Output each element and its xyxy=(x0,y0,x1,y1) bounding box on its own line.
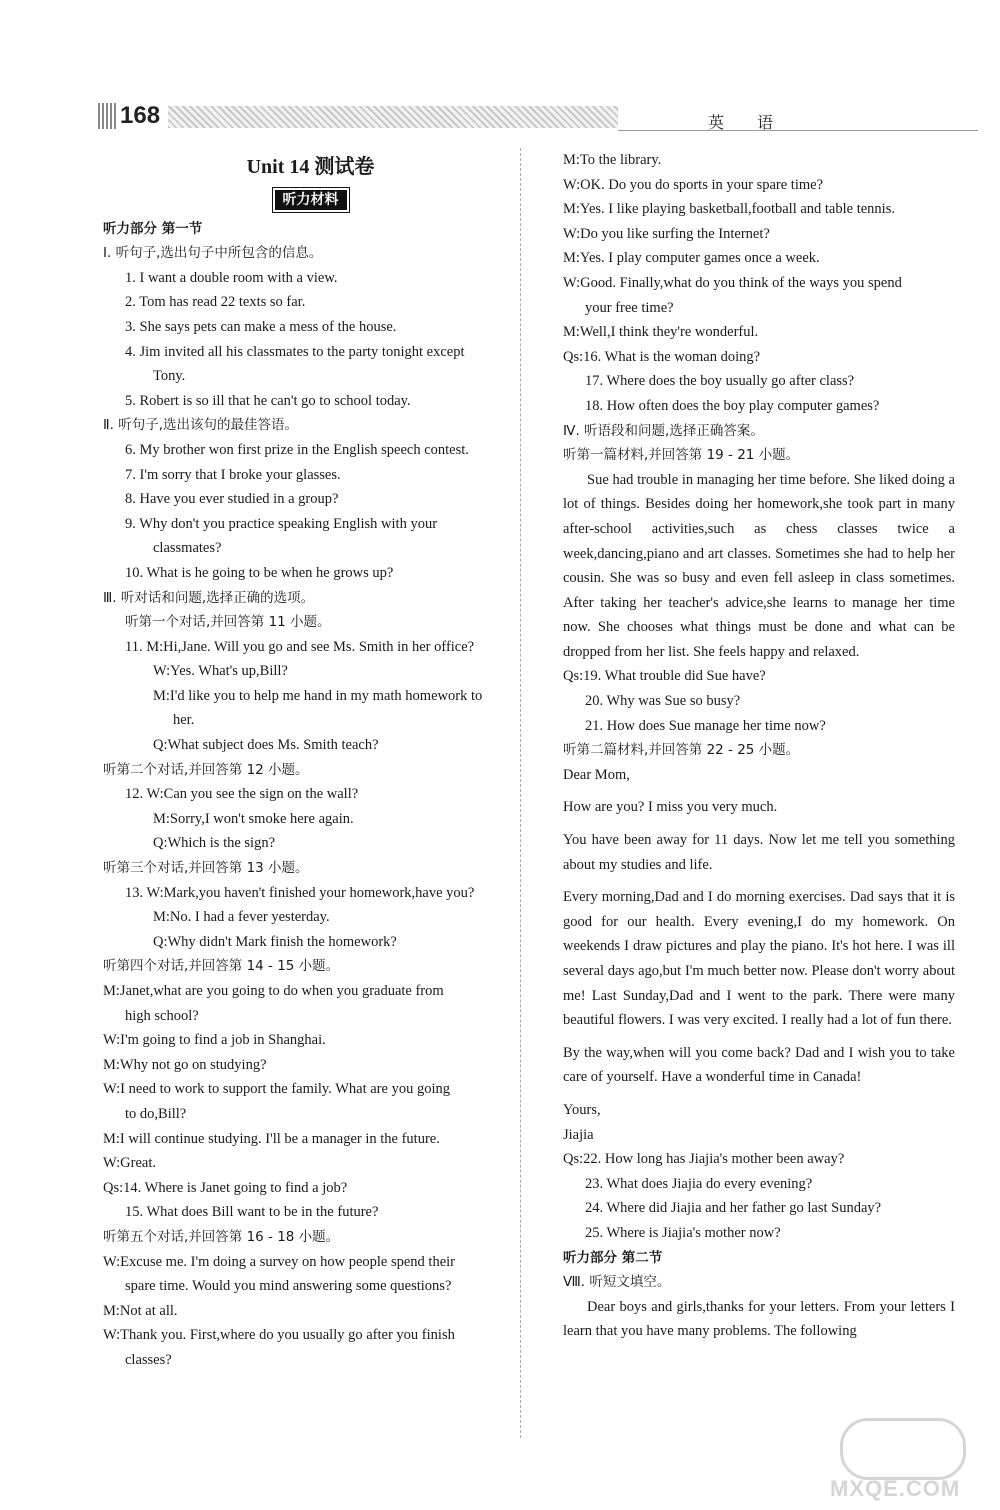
left-line: 3. She says pets can make a mess of the house. xyxy=(125,318,397,335)
subject-label: 英 语 xyxy=(708,113,788,132)
right-line: Dear boys and girls,thanks for your letters. From your letters I learn that you have many problems. The following xyxy=(563,1298,955,1340)
right-line: Every morning,Dad and I do morning exercises. Dad says that it is good for our health. Every evening,I do my homework. On weekends I draw pictures and play the piano. It's hot here. I was ill several days ago,but I'm much better now. Please don't worry about me! Last Sunday,Dad and I went to the park. There were many beautiful flowers. I was very excited. I really had a lot of fun there. xyxy=(563,889,955,1029)
page-header xyxy=(98,100,978,140)
right-line: 25. Where is Jiajia's mother now? xyxy=(585,1224,781,1241)
left-line: M:Sorry,I won't smoke here again. xyxy=(153,810,354,827)
left-line: 4. Jim invited all his classmates to the party tonight except xyxy=(125,343,465,360)
left-line: Q:Which is the sign? xyxy=(153,835,276,852)
left-line: W:Great. xyxy=(103,1155,157,1172)
left-line: Ⅰ. 听句子,选出句子中所包含的信息。 xyxy=(103,245,323,262)
left-line: 8. Have you ever studied in a group? xyxy=(125,491,339,508)
left-line: 15. What does Bill want to be in the future? xyxy=(125,1204,379,1221)
right-line: 18. How often does the boy play computer games? xyxy=(585,397,880,414)
page-number: 168 xyxy=(120,102,161,129)
left-line: spare time. Would you mind answering some questions? xyxy=(125,1278,452,1295)
right-line: M:Well,I think they're wonderful. xyxy=(563,324,759,341)
right-line: Jiajia xyxy=(563,1126,594,1143)
right-line: W:Do you like surfing the Internet? xyxy=(563,225,770,242)
right-line: How are you? I miss you very much. xyxy=(563,799,778,816)
watermark-logo xyxy=(830,1418,980,1508)
right-line xyxy=(563,1033,955,1041)
header-hatch-band xyxy=(168,106,618,128)
right-text-block xyxy=(563,148,955,1344)
left-line: W:Thank you. First,where do you usually go after you finish xyxy=(103,1327,455,1344)
right-line: You have been away for 11 days. Now let me tell you something about my studies and life. xyxy=(563,832,955,873)
left-line: M:I'd like you to help me hand in my math homework to xyxy=(153,687,483,704)
right-line: By the way,when will you come back? Dad and I wish you to take care of yourself. Have a wonderful time in Canada! xyxy=(563,1044,955,1086)
right-line: 24. Where did Jiajia and her father go last Sunday? xyxy=(585,1200,882,1217)
left-line: M:I will continue studying. I'll be a manager in the future. xyxy=(103,1130,440,1147)
left-line: W:I need to work to support the family. What are you going xyxy=(103,1081,450,1098)
right-line xyxy=(563,877,955,885)
left-line: 9. Why don't you practice speaking English with your xyxy=(125,515,438,532)
left-line: 听第三个对话,并回答第 13 小题。 xyxy=(103,860,309,877)
left-line: 听第四个对话,并回答第 14 - 15 小题。 xyxy=(103,958,340,975)
left-line: high school? xyxy=(125,1007,199,1024)
left-line: 5. Robert is so ill that he can't go to school today. xyxy=(125,392,411,409)
left-line: W:Yes. What's up,Bill? xyxy=(153,663,288,680)
right-line: Qs:22. How long has Jiajia's mother been away? xyxy=(563,1151,845,1168)
left-line: M:Why not go on studying? xyxy=(103,1056,267,1073)
left-line: M:No. I had a fever yesterday. xyxy=(153,909,330,926)
barcode-decoration xyxy=(98,103,116,129)
right-line: Ⅷ. 听短文填空。 xyxy=(563,1274,671,1291)
right-line: W:Good. Finally,what do you think of the ways you spend xyxy=(563,274,902,291)
left-line: 6. My brother won first prize in the English speech contest. xyxy=(125,441,469,458)
right-line: Sue had trouble in managing her time before. She liked doing a lot of things. Besides doing her homework,she took part in many after-school activities,such as chess classes twice a week,dancing,piano and art classes. Sometimes she had to help her cousin. She was so busy and even fell asleep in class sometimes. After taking her teacher's advice,she learns to manage her time now. She chooses what things must be done and what can be dropped from her list. She feels happy and relaxed. xyxy=(563,471,955,660)
right-line: your free time? xyxy=(585,299,674,316)
left-line: 10. What is he going to be when he grows up? xyxy=(125,564,394,581)
right-line: M:Yes. I play computer games once a week. xyxy=(563,250,820,267)
right-line: M:To the library. xyxy=(563,152,662,168)
left-line: classmates? xyxy=(153,540,222,557)
left-line: Q:What subject does Ms. Smith teach? xyxy=(153,737,379,754)
right-line xyxy=(563,787,955,795)
page-number-box xyxy=(98,100,160,132)
right-line: M:Yes. I like playing basketball,football and table tennis. xyxy=(563,201,895,218)
watermark-badge-shape xyxy=(840,1418,966,1480)
left-line: 听第一个对话,并回答第 11 小题。 xyxy=(125,614,331,631)
right-line: 17. Where does the boy usually go after class? xyxy=(585,373,855,390)
left-line: 听第二个对话,并回答第 12 小题。 xyxy=(103,761,309,778)
right-line: Qs:16. What is the woman doing? xyxy=(563,348,761,365)
right-line: 听第二篇材料,并回答第 22 - 25 小题。 xyxy=(563,742,800,759)
right-line xyxy=(563,1090,955,1098)
left-line: W:Excuse me. I'm doing a survey on how people spend their xyxy=(103,1253,456,1270)
left-line: Q:Why didn't Mark finish the homework? xyxy=(153,933,397,950)
left-line: 11. M:Hi,Jane. Will you go and see Ms. Smith in her office? xyxy=(125,638,475,655)
right-line: Yours, xyxy=(563,1101,601,1118)
column-divider xyxy=(520,148,521,1438)
right-line: W:OK. Do you do sports in your spare time? xyxy=(563,176,824,193)
left-line: Tony. xyxy=(153,368,186,385)
left-line: 听第五个对话,并回答第 16 - 18 小题。 xyxy=(103,1228,340,1245)
watermark-text: MXQE.COM xyxy=(830,1476,961,1501)
left-line: 12. W:Can you see the sign on the wall? xyxy=(125,786,359,803)
left-line: Qs:14. Where is Janet going to find a job? xyxy=(103,1179,348,1196)
left-line: 2. Tom has read 22 texts so far. xyxy=(125,294,306,311)
left-line: 1. I want a double room with a view. xyxy=(125,269,338,286)
right-line: Ⅳ. 听语段和问题,选择正确答案。 xyxy=(563,422,764,439)
left-line: 听力部分 第一节 xyxy=(103,220,203,237)
left-line: 7. I'm sorry that I broke your glasses. xyxy=(125,466,341,483)
left-line: her. xyxy=(173,712,195,729)
right-line: 听力部分 第二节 xyxy=(563,1249,663,1266)
right-line: 23. What does Jiajia do every evening? xyxy=(585,1175,813,1192)
right-line: 20. Why was Sue so busy? xyxy=(585,693,741,710)
right-line: Qs:19. What trouble did Sue have? xyxy=(563,668,766,685)
left-text-block xyxy=(103,217,518,1373)
right-line xyxy=(563,820,955,828)
left-line: classes? xyxy=(125,1351,172,1368)
left-line: to do,Bill? xyxy=(125,1105,187,1122)
left-line: M:Not at all. xyxy=(103,1302,178,1319)
header-rule xyxy=(618,130,978,131)
left-line: M:Janet,what are you going to do when you graduate from xyxy=(103,983,444,999)
left-line: Ⅱ. 听句子,选出该句的最佳答语。 xyxy=(103,417,299,434)
right-line: 听第一篇材料,并回答第 19 - 21 小题。 xyxy=(563,447,800,464)
section-badge: 听力材料 xyxy=(275,190,347,210)
left-line: 13. W:Mark,you haven't finished your homework,have you? xyxy=(125,884,475,901)
right-line: Dear Mom, xyxy=(563,766,630,783)
right-column xyxy=(563,148,955,1344)
left-line: W:I'm going to find a job in Shanghai. xyxy=(103,1032,326,1049)
right-line: 21. How does Sue manage her time now? xyxy=(585,717,826,734)
left-column xyxy=(103,148,518,1373)
page-title: Unit 14 测试卷 xyxy=(246,156,375,178)
left-line: Ⅲ. 听对话和问题,选择正确的选项。 xyxy=(103,589,315,606)
